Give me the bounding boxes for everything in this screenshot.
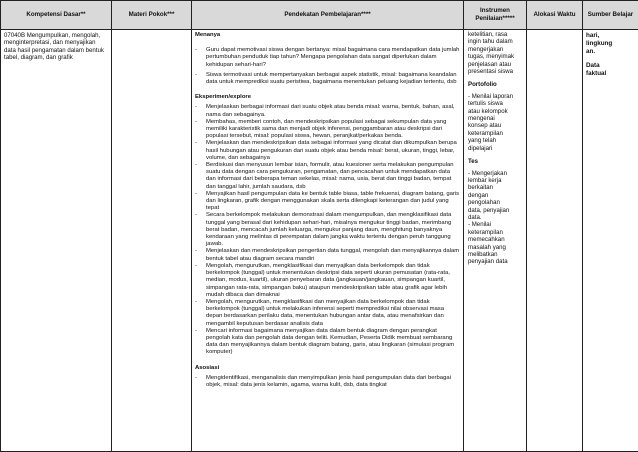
list-item xyxy=(195,191,460,213)
materi-pokok-cell xyxy=(112,30,192,452)
list-item-text: Berdiskusi dan menyusun lembar isian, formulir, atau kuesioner serta melakukan pengumpulan suatu data dengan cara pengukuran, pengamatan, dan pencacahan untuk mendapatkan data dan informasi dari beberapa teman sekelas, misal: nama, usia, berat dan tinggi badan, tempat dan tanggal lahir, jumlah saudara, dsb xyxy=(206,162,454,190)
list-item xyxy=(195,72,460,86)
sumber-belajar-cell xyxy=(583,30,638,452)
list-item-text: Secara berkelompok melakukan demonstrasi dalam mengumpulkan, dan mengklasifikasi data tunggal yang berasal dari kehidupan sehari-hari, misalnya mengukur tinggi badan, merimbang berat badan, mencacah jumlah keluarga, mengukur panjang daun, menghitung banyaknya kendaraan yang melintas di perempatan dalam jangka waktu tertentu dengan peruh tanggung jawab. xyxy=(206,212,452,248)
list-item xyxy=(195,328,460,357)
header-materi-pokok: Materi Pokok*** xyxy=(112,1,192,30)
instrumen-top-lines xyxy=(468,31,523,75)
tes-title: Tes xyxy=(468,158,479,166)
list-item xyxy=(195,47,460,69)
list-item-text: Mengidentifikasi, menganalisis dan menyimpulkan jenis hasil pengumpulan data dari berbagai objek, misal: data jenis kelamin, agama, warna kulit, dsb, data tingkat xyxy=(206,374,451,388)
header-alokasi-waktu: Alokasi Waktu xyxy=(527,1,583,30)
list-item xyxy=(195,375,460,389)
list-item-text: Mencari informasi bagaimana menyajikan data dalam bentuk diagram dengan perangkat pengolah kata dan pengolah data dengan teliti. Kemudian, Peserta Didik membuat sembarang data dan menyajikannya dalam bentuk diagram batang, garis, atau lingkaran (simulasi program komputer) xyxy=(206,327,455,356)
sumber-line: Data xyxy=(586,62,600,69)
pendekatan-sections xyxy=(195,32,460,389)
list-item-text: Menjelaskan berbagai informasi dari suatu objek atau benda misal: warna, bentuk, bahan, asal, nama dan sebagainya. xyxy=(206,104,455,118)
text-line: atau kelompok xyxy=(468,107,508,115)
text-line: mengenai xyxy=(468,115,495,123)
sumber-lines xyxy=(586,32,635,78)
list-item xyxy=(195,140,460,162)
list-item-text: Membahas, memberi contoh, dan mendeskripsikan populasi sebagai sekumpulan data yang memiliki karakteristik sama dan menjadi objek inferensi, penggambaran atau deskripsi dari populasi tersebut, misal: populasi siswa, hewan, peranjkat/perkakas benda. xyxy=(206,118,447,140)
list-item xyxy=(195,119,460,141)
bullet-dash: - xyxy=(195,298,197,305)
text-line: masalah yang xyxy=(468,243,506,251)
text-line: ingin tahu dalam xyxy=(468,38,513,46)
bullet-dash: - xyxy=(195,190,197,197)
header-pendekatan: Pendekatan Pembelajaran**** xyxy=(192,1,464,30)
text-line: - Mengerjakan xyxy=(468,169,507,177)
text-line: data. xyxy=(468,213,482,221)
section-title: Eksperimen/explore xyxy=(195,94,251,101)
text-line: penyajian data xyxy=(468,258,508,266)
tes-lines xyxy=(468,170,523,266)
text-line: melibatkan xyxy=(468,250,498,258)
list-item xyxy=(195,104,460,118)
header-row xyxy=(1,1,638,30)
text-line: tugas, menyimak xyxy=(468,53,515,61)
text-line: pengolahan xyxy=(468,199,500,207)
list-item-text: Menjelaskan dan mendeskripsikan pengertian data tunggal, mengolah dan menyajikannya dalam bentuk tabel atau diagram secara mandiri xyxy=(206,248,460,262)
bullet-dash: - xyxy=(195,118,197,125)
alokasi-waktu-cell xyxy=(527,30,583,452)
list-item-text: Mengolah, mengurutkan, mengklasifikasi dan menyajikan data berkelompok dan tidak berkelompok (tunggal) untuk melakukan inferensi seperti memprediksi nilai observasi masa depan berdasarkan perilaku data, menentukan hubungan antar data, atau menafsirkan dan mengambil keputusan berdasar analisis data xyxy=(206,298,445,327)
bullet-dash: - xyxy=(195,262,197,269)
header-sumber-belajar: Sumber Belajar xyxy=(583,1,638,30)
portofolio-title: Portofolio xyxy=(468,81,497,89)
text-line: ketelitian, rasa xyxy=(468,31,508,38)
sumber-line: lingkung xyxy=(586,40,613,47)
list-item-text: Siswa termotivasi untuk mempertanyakan berbagai aspek statistik, misal: bagaimana keandalan data untuk memprediksi suatu peristiwa, bagaimana menentukan peluang kejadian tertentu, dsb xyxy=(206,71,457,86)
text-line: penjelasan atau xyxy=(468,60,512,68)
pendekatan-cell xyxy=(192,30,464,452)
text-line: keterampilan xyxy=(468,129,503,137)
sumber-line: hari, xyxy=(586,32,600,39)
text-line: konsep atau xyxy=(468,122,502,130)
text-line: dengan xyxy=(468,191,489,199)
header-instrumen: Instrumen Penilaian***** xyxy=(464,1,527,30)
text-line: memecahkan xyxy=(468,236,505,244)
list-item-text: Mengolah, mengurutkan, mengklasifikasi dan menyajikan data berkelompok dan tidak berkelompok (tunggal) untuk menentukan deskripsi data seperti ukuran pemusatan (rata-rata, median, modus, kuartil), ukuran penyebaran data (jangkauan/jangkauan, simpangan kuartil, simpangan rata-rata, simpangan baku) ataupun mendeskripsikan table atau grafik agar lebih mudah dibaca dan dimaknai xyxy=(206,262,450,298)
bullet-dash: - xyxy=(195,71,197,78)
text-line: - Menilai xyxy=(468,221,492,229)
header-kompetensi-dasar: Kompetensi Dasar** xyxy=(1,1,112,30)
bullet-dash: - xyxy=(195,140,197,147)
text-line: mengerjakan xyxy=(468,45,504,53)
list-item-text: Menjelaskan dan mendeskripsikan data sebagai informasi yang dicatat dan dikumpulkan berupa hasil hubungan atau pengukuran dari suatu objek atau benda misal: berat, ukuran, tinggi, lebar, volume, dan sebagainya xyxy=(206,140,457,161)
text-line: lembar kerja xyxy=(468,176,502,184)
text-line: yang telah xyxy=(468,137,497,145)
text-line: tertulis siswa xyxy=(468,100,503,108)
section-title: Menanya xyxy=(195,32,221,38)
text-line: presentasi siswa xyxy=(468,68,514,76)
instrumen-cell xyxy=(464,30,527,452)
text-line: dipelajari xyxy=(468,144,493,152)
bullet-dash: - xyxy=(195,104,197,111)
sumber-line: an. xyxy=(586,48,596,55)
bullet-dash: - xyxy=(195,47,197,54)
text-line: berkaitan xyxy=(468,184,494,192)
kompetensi-dasar-cell: 07040B Mengumpulkan, mengolah, menginterpretasi, dan menyajikan data hasil pengamatan dalam bentuk tabel, diagram, dan grafik xyxy=(1,30,112,452)
text-line: keterampilan xyxy=(468,228,503,236)
portofolio-lines xyxy=(468,93,523,152)
list-item xyxy=(195,248,460,262)
list-item xyxy=(195,263,460,299)
bullet-dash: - xyxy=(195,162,197,169)
list-item xyxy=(195,299,460,328)
bullet-dash: - xyxy=(195,212,197,219)
list-item-text: Menyajikan hasil pengumpulan data ke bentuk table biasa, table frekuensi, diagram batang, garis dan lingkaran, grafik dengan menggunakan skala serta dilengkapi keterangan dan judul yang tepat xyxy=(206,190,460,212)
bullet-dash: - xyxy=(195,327,197,334)
text-line: - Menilai laporan xyxy=(468,92,514,100)
sumber-line: faktual xyxy=(586,70,607,77)
list-item xyxy=(195,162,460,191)
list-item-text: Guru dapat memotivasi siswa dengan bertanya: misal bagaimana cara mendapatkan data jumlah pertumbuhan penduduk tiap tahun? Mengapa pengolahan data sangat diperlukan dalam kehidupan sehari-hari? xyxy=(206,47,460,68)
list-item xyxy=(195,212,460,248)
content-row xyxy=(1,30,638,452)
text-line: data, penyajian xyxy=(468,206,510,214)
bullet-dash: - xyxy=(195,374,197,381)
section-title: Asosiasi xyxy=(195,364,220,371)
bullet-dash: - xyxy=(195,248,197,255)
